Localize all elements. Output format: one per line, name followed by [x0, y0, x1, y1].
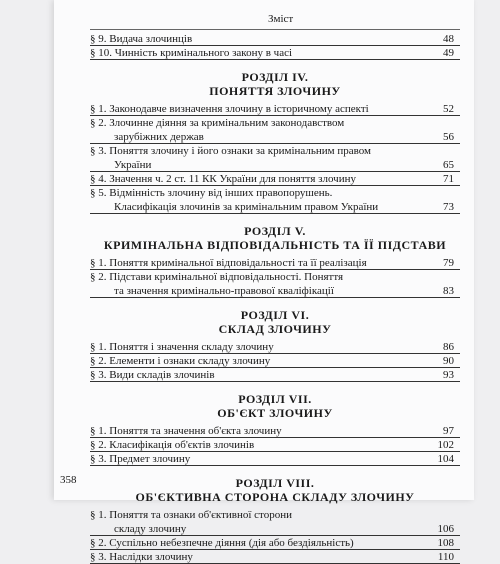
header-rule	[90, 29, 460, 30]
toc-entry[interactable]	[90, 102, 460, 116]
toc-entry-title: § 1. Поняття та значення об'єкта злочину	[90, 425, 282, 437]
section-heading: РОЗДІЛ VIII.	[235, 476, 315, 490]
section-gap	[90, 382, 460, 392]
toc-entry-title: § 1. Поняття кримінальної відповідальності та її реалізація	[90, 257, 367, 269]
toc-entry-page: 102	[437, 439, 454, 451]
toc-entry-page: 106	[437, 523, 454, 535]
toc-entry[interactable]	[90, 46, 460, 60]
toc-entry-continuation[interactable]	[90, 522, 460, 536]
toc-entry-title: § 5. Відмінність злочину від інших правопорушень.	[90, 187, 333, 199]
running-header: Зміст	[268, 13, 294, 25]
toc-entry-title: § 2. Злочинне діяння за кримінальним законодавством	[90, 117, 345, 129]
toc-entry[interactable]	[90, 424, 460, 438]
toc-entry-page: 65	[443, 159, 454, 171]
toc-entry-page: 49	[443, 47, 454, 59]
toc-entry-title: § 10. Чинність кримінального закону в часі	[90, 47, 293, 59]
section-gap	[90, 298, 460, 308]
table-of-contents	[90, 32, 460, 564]
toc-entry[interactable]	[90, 270, 460, 284]
section-title: КРИМІНАЛЬНА ВІДПОВІДАЛЬНІСТЬ ТА ЇЇ ПІДСТАВИ	[103, 238, 447, 252]
toc-entry[interactable]	[90, 172, 460, 186]
toc-entry-page: 108	[437, 537, 454, 549]
toc-entry-page: 90	[443, 355, 454, 367]
toc-entry-page: 48	[443, 33, 454, 45]
section-heading: РОЗДІЛ VII.	[238, 392, 312, 406]
toc-entry-page: 86	[443, 341, 454, 353]
toc-entry-page: 52	[443, 103, 454, 115]
toc-entry-title: § 1. Поняття і значення складу злочину	[90, 341, 274, 353]
toc-entry-page: 97	[443, 425, 454, 437]
toc-entry-continuation[interactable]	[90, 284, 460, 298]
toc-entry-title-continued: Класифікація злочинів за кримінальним правом України	[114, 201, 379, 213]
toc-entry-continuation[interactable]	[90, 200, 460, 214]
toc-entry-continuation[interactable]	[90, 130, 460, 144]
toc-entry-title-continued: зарубіжних держав	[114, 131, 204, 143]
toc-entry-page: 56	[443, 131, 454, 143]
toc-entry[interactable]	[90, 256, 460, 270]
toc-entry-title: § 9. Видача злочинців	[90, 33, 193, 45]
toc-entry[interactable]	[90, 438, 460, 452]
toc-entry-page: 83	[443, 285, 454, 297]
toc-entry[interactable]	[90, 32, 460, 46]
toc-entry-title-continued: України	[114, 159, 152, 171]
toc-entry[interactable]	[90, 116, 460, 130]
toc-entry[interactable]	[90, 186, 460, 200]
toc-entry[interactable]	[90, 368, 460, 382]
section-heading: РОЗДІЛ V.	[244, 224, 306, 238]
toc-entry-title: § 1. Законодавче визначення злочину в історичному аспекті	[90, 103, 369, 115]
toc-entry-title: § 2. Підстави кримінальної відповідальності. Поняття	[90, 271, 344, 283]
section-title: ПОНЯТТЯ ЗЛОЧИНУ	[209, 84, 341, 98]
section-gap	[90, 60, 460, 70]
toc-entry-title: § 2. Елементи і ознаки складу злочину	[90, 355, 271, 367]
toc-entry-page: 93	[443, 369, 454, 381]
section-title: ОБ'ЄКТИВНА СТОРОНА СКЛАДУ ЗЛОЧИНУ	[135, 490, 415, 504]
toc-entry-page: 73	[443, 201, 454, 213]
toc-entry-page: 110	[437, 551, 454, 563]
toc-entry-title: § 3. Наслідки злочину	[90, 551, 193, 563]
toc-entry[interactable]	[90, 536, 460, 550]
toc-entry-page: 104	[437, 453, 454, 465]
toc-entry[interactable]	[90, 144, 460, 158]
toc-entry[interactable]	[90, 452, 460, 466]
toc-entry-title: § 3. Предмет злочину	[90, 453, 191, 465]
toc-entry-title-continued: складу злочину	[114, 523, 187, 535]
toc-entry-page: 79	[443, 257, 454, 269]
toc-entry-continuation[interactable]	[90, 158, 460, 172]
section-title: ОБ'ЄКТ ЗЛОЧИНУ	[217, 406, 333, 420]
section-title: СКЛАД ЗЛОЧИНУ	[218, 322, 332, 336]
toc-entry[interactable]	[90, 550, 460, 564]
toc-entry-title: § 4. Значення ч. 2 ст. 11 КК України для поняття злочину	[90, 173, 356, 185]
toc-entry[interactable]	[90, 508, 460, 522]
section-heading: РОЗДІЛ VI.	[240, 308, 310, 322]
toc-entry-title: § 2. Суспільно небезпечне діяння (дія або бездіяльність)	[90, 537, 354, 549]
toc-entry-title: § 2. Класифікація об'єктів злочинів	[90, 439, 255, 451]
toc-entry-page: 71	[443, 173, 454, 185]
toc-entry-title: § 3. Види складів злочинів	[90, 369, 215, 381]
page-number: 358	[60, 474, 77, 486]
book-page	[54, 0, 474, 563]
toc-entry-title: § 3. Поняття злочину і його ознаки за кримінальним правом	[90, 145, 372, 157]
toc-entry[interactable]	[90, 340, 460, 354]
section-gap	[90, 214, 460, 224]
toc-entry-title: § 1. Поняття та ознаки об'єктивної сторони	[90, 509, 292, 521]
toc-entry-title-continued: та значення кримінально-правової кваліфікації	[114, 285, 334, 297]
section-heading: РОЗДІЛ IV.	[241, 70, 309, 84]
toc-entry[interactable]	[90, 354, 460, 368]
section-gap	[90, 466, 460, 476]
